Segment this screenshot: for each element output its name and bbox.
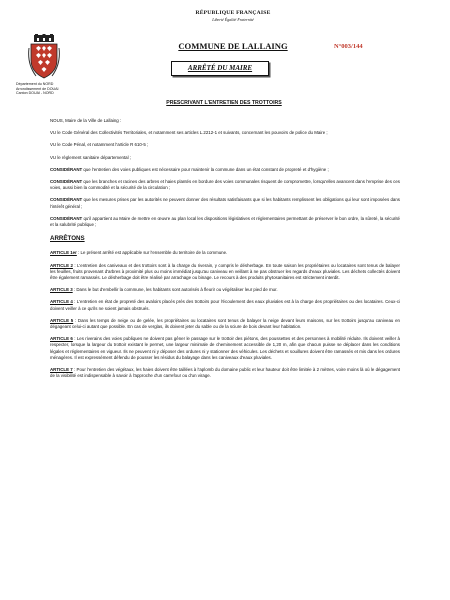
- considerant-text: que les mesures prises par les autorités ne peuvent donner des résultats satisfaisants que si les habitants remplissent les obligations qui leur sont imposées dans l'intérêt général ;: [50, 197, 400, 209]
- considerant-clause: [50, 167, 400, 173]
- vu-clause: VU le Code Pénal, et notamment l'article R 610-5 ;: [50, 142, 149, 148]
- considerant-clause: [50, 216, 400, 228]
- article-label: ARTICLE 1er: [50, 250, 77, 256]
- arretons-heading: ARRÊTONS: [50, 235, 85, 243]
- department-info: [16, 82, 86, 96]
- commune-title: COMMUNE DE LALLAING: [178, 41, 288, 51]
- considerant-keyword: CONSIDÉRANT: [50, 179, 83, 185]
- considerant-text: que les branches et racines des arbres et haies plantés en bordure des voies communales risquent de compromettre, lorsqu'elles avancent dans l'emprise des ces voies, aussi bien la commodité et la sécurité de la circulation ;: [50, 179, 400, 191]
- article: [50, 318, 400, 330]
- department-line: Canton DOUAI - NORD: [16, 91, 54, 96]
- arrete-title: ARRÊTÉ DU MAIRE: [187, 64, 253, 72]
- article: [50, 287, 400, 293]
- article-label: ARTICLE 5: [50, 317, 74, 323]
- republic-header: [188, 10, 278, 22]
- republic-motto: Liberté Égalité Fraternité: [212, 17, 254, 22]
- article: [50, 250, 400, 256]
- mayor-line: NOUS, Maire de la Ville de Lallaing :: [50, 118, 122, 123]
- article-text: : Le présent arrêté est applicable sur l'ensemble du territoire de la commune.: [76, 250, 228, 256]
- considerant-keyword: CONSIDÉRANT: [50, 197, 83, 203]
- article-text: : Les riverains des voies publiques ne doivent pas gêner le passage sur le trottoir des piétons, des poussettes et des personnes à mobilité réduite. Ils doivent veiller à respecter, lorsque la largeur du trottoir existant le permet, une largeur minimale de cheminement accessible de 1,20 m, afin que chacun puisse se déplacer dans les conditions légales et réglementaires en vigueur. Ils ne peuvent ni y déposer des ordures ni y stationner des véhicules. Les déchets et souillures doivent être ramassés et mis dans les ordures ménagères. Il est expressément défendu de pousser les résidus du balayage dans les caniveaux d'eaux pluviales.: [50, 336, 400, 360]
- considerant-clause: [50, 197, 400, 209]
- article-text: : Pour l'entretien des végétaux, les haies doivent être taillées à l'aplomb du domaine public et leur hauteur doit être limitée à 2 mètres, voire moins là où le dégagement de la visibilité est indispensable à savoir à l'approche d'un carrefour ou d'un virage.: [50, 367, 400, 379]
- article-label: ARTICLE 6: [50, 336, 73, 342]
- order-number: N°003/144: [334, 43, 363, 50]
- article: [50, 336, 400, 361]
- article-label: ARTICLE 4: [50, 299, 73, 305]
- subject-heading: PRESCRIVANT L'ENTRETIEN DES TROTTOIRS: [166, 100, 282, 106]
- arrete-title-box: [171, 61, 269, 76]
- article: [50, 263, 400, 282]
- article-text: : Dans le but d'embellir la commune, les habitants sont autorisés à fleurir ou végétaliser leur pied de mur.: [72, 287, 278, 293]
- article-label: ARTICLE 3: [50, 287, 73, 293]
- considerant-clause: [50, 179, 400, 191]
- vu-clause: VU le règlement sanitaire départemental ;: [50, 154, 132, 160]
- document-body: [50, 118, 400, 385]
- considerant-text: qu'il appartient au Maire de mettre en œuvre au plan local les dispositions législatives et réglementaires permettant de préserver le bon ordre, la sûreté, la sécurité et la salubrité publique ;: [50, 215, 400, 228]
- coat-of-arms-icon: [28, 34, 60, 80]
- vu-clause: VU le Code Général des Collectivités Territoriales, et notamment ses articles L.2212-1 et suivants, concernant les pouvoirs de police du Maire ;: [50, 130, 328, 136]
- article-text: : L'entretien en état de propreté des avaloirs placés près des trottoirs pour l'écoulement des eaux pluviales est à la charge des propriétaires ou des locataires. Ceux-ci doivent veiller à ce qu'ils ne soient jamais obstrués.: [50, 299, 401, 311]
- republic-title: RÉPUBLIQUE FRANÇAISE: [195, 10, 271, 16]
- considerant-keyword: CONSIDÉRANT: [50, 166, 83, 172]
- article-label: ARTICLE 2: [50, 262, 73, 268]
- article-text: : L'entretien des caniveaux et des trottoirs sont à la charge du riverain, y compris le désherbage. En toute saison les propriétaires ou locataires sont tenus de balayer les feuilles, fruits provenant d'arbres à proximité plus ou moins immédiat jusqu'au caniveau en veillant à ne pas obstruer les regards d'eaux pluviales. Les déchets collectés doivent être également ramassés. Le désherbage doit être réalisé par arrachage ou binage. Le recours à des produits phytosanitaires est strictement interdit.: [50, 262, 401, 281]
- department-line: Arrondissement de DOUAI: [16, 86, 59, 91]
- article-label: ARTICLE 7: [50, 367, 73, 373]
- considerant-text: que l'entretien des voies publiques est nécessaire pour maintenir la commune dans un état constant de propreté et d'hygiène ;: [82, 166, 329, 172]
- department-line: Département du NORD: [16, 82, 54, 86]
- article: [50, 299, 400, 311]
- article: [50, 367, 400, 379]
- article-text: : Dans les temps de neige ou de gelée, les propriétaires ou locataires sont tenus de balayer la neige devant leurs maisons, sur les trottoirs jusqu'au caniveau en dégageant celui-ci autant que possible. En cas de verglas, ils doivent jeter du sable ou de la sciure de bois devant leur habitation.: [50, 317, 400, 330]
- considerant-keyword: CONSIDÉRANT: [50, 215, 83, 221]
